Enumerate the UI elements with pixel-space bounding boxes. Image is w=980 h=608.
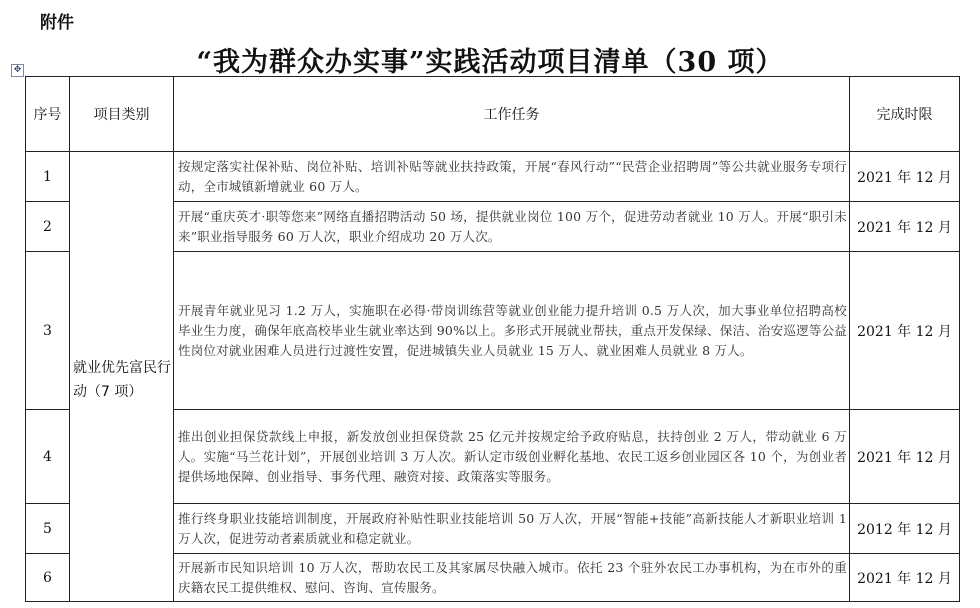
table-header-row <box>26 77 960 152</box>
task-cell: 开展“重庆英才·职等您来”网络直播招聘活动 50 场，提供就业岗位 100 万个，促进劳动者就业 10 万人。开展“职引未来”职业指导服务 60 万人次，职业介绍成功 20 万人次。 <box>174 202 850 252</box>
task-cell: 推行终身职业技能培训制度，开展政府补贴性职业技能培训 50 万人次，开展“智能+技能”高新技能人才新职业培训 1 万人次，促进劳动者素质就业和稳定就业。 <box>174 504 850 554</box>
deadline-cell: 2021 年 12 月 <box>850 410 960 504</box>
deadline-cell: 2021 年 12 月 <box>850 554 960 602</box>
page-title: “我为群众办实事”实践活动项目清单（30 项） <box>196 47 784 78</box>
deadline-cell: 2021 年 12 月 <box>850 252 960 410</box>
table-move-handle-icon[interactable]: ✥ <box>11 64 24 77</box>
table-row <box>26 152 960 202</box>
deadline-cell: 2012 年 12 月 <box>850 504 960 554</box>
row-number: 4 <box>26 410 70 504</box>
column-header-task: 工作任务 <box>174 77 850 152</box>
row-number: 2 <box>26 202 70 252</box>
deadline-cell: 2021 年 12 月 <box>850 152 960 202</box>
row-number: 5 <box>26 504 70 554</box>
row-number: 6 <box>26 554 70 602</box>
category-cell: 就业优先富民行动（7 项） <box>70 152 174 602</box>
attachment-label: 附件 <box>40 13 74 33</box>
project-table <box>25 76 960 602</box>
task-cell: 开展新市民知识培训 10 万人次，帮助农民工及其家属尽快融入城市。依托 23 个驻外农民工办事机构，为在市外的重庆籍农民工提供维权、慰问、咨询、宣传服务。 <box>174 554 850 602</box>
row-number: 1 <box>26 152 70 202</box>
deadline-cell: 2021 年 12 月 <box>850 202 960 252</box>
task-cell: 推出创业担保贷款线上申报，新发放创业担保贷款 25 亿元并按规定给予政府贴息，扶持创业 2 万人，带动就业 6 万人。实施“马兰花计划”，开展创业培训 3 万人次。新认定市级创业孵化基地、农民工返乡创业园区各 10 个，为创业者提供场地保障、创业指导、事务代理、融资对接、政策落实等服务。 <box>174 410 850 504</box>
column-header-number: 序号 <box>26 77 70 152</box>
task-cell: 按规定落实社保补贴、岗位补贴、培训补贴等就业扶持政策，开展“春风行动”“民营企业招聘周”等公共就业服务专项行动，全市城镇新增就业 60 万人。 <box>174 152 850 202</box>
row-number: 3 <box>26 252 70 410</box>
column-header-deadline: 完成时限 <box>850 77 960 152</box>
task-cell: 开展青年就业见习 1.2 万人，实施职在必得·带岗训练营等就业创业能力提升培训 0.5 万人次，加大事业单位招聘高校毕业生力度，确保年底高校毕业生就业率达到 90%以上。多形式开展就业帮扶，重点开发保绿、保洁、治安巡逻等公益性岗位对就业困难人员进行过渡性安置，促进城镇失业人员就业 15 万人、就业困难人员就业 8 万人。 <box>174 252 850 410</box>
column-header-category: 项目类别 <box>70 77 174 152</box>
